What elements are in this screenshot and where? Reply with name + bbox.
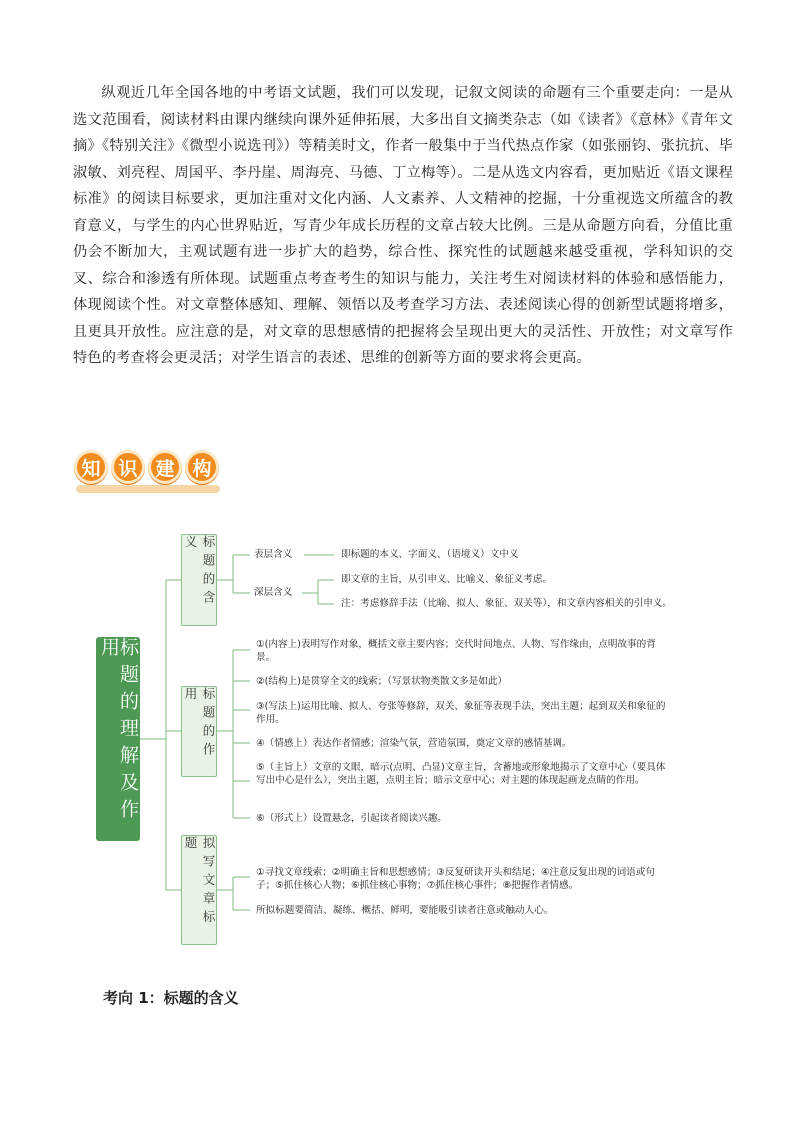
branch-title-meaning: 标题的含义 [181, 534, 217, 626]
section-title: 考向 1：标题的含义 [103, 989, 239, 1007]
branch-write-title: 拟写文章标题 [181, 835, 217, 945]
write-title-item-2: 所拟标题要简洁、凝练、概括、鲜明，要能吸引读者注意或触动人心。 [256, 905, 554, 916]
heading-char-4: 构 [185, 450, 219, 484]
heading-char-1: 知 [74, 450, 108, 484]
surface-meaning-label: 表层含义 [254, 549, 293, 560]
surface-meaning-desc: 即标题的本义、字面义、（语境义）文中义 [341, 549, 519, 560]
function-item-6: ⑥（形式上）设置悬念，引起读者阅读兴趣。 [256, 813, 447, 824]
heading-char-2: 识 [111, 450, 145, 484]
knowledge-construct-heading [74, 450, 222, 496]
deep-meaning-desc-1: 即文章的主旨，从引申义、比喻义、象征义考虑。 [341, 574, 553, 585]
deep-meaning-desc-2: 注：考虑修辞手法（比喻、拟人、象征、双关等），和文章内容相关的引申义。 [341, 598, 672, 609]
write-title-item-1: ①寻找文章线索；②明确主旨和思想感情；③反复研读开头和结尾；④注意反复出现的词语或句子；⑤抓住核心人物；⑥抓住核心事物；⑦抓住核心事件；⑧把握作者情感。 [256, 867, 655, 891]
deep-meaning-label: 深层含义 [254, 587, 293, 598]
function-item-5: ⑤（主旨上）文章的文眼，暗示(点明、凸显)文章主旨，含蓄地或形象地揭示了文章中心（要具体写出中心是什么），突出主题，点明主旨；暗示文章中心；对主题的体现起画龙点睛的作用。 [256, 762, 666, 786]
function-item-1: ①(内容上)表明写作对象，概括文章主要内容；交代时间地点、人物、写作缘由，点明故事的背景。 [256, 639, 656, 663]
function-item-3: ③(写法上)运用比喻、拟人、夸张等修辞，双关、象征等表现手法，突出主题；起到双关和象征的作用。 [256, 701, 666, 725]
branch-title-function: 标题的作用 [181, 686, 217, 777]
heading-char-3: 建 [148, 450, 182, 484]
heading-underline [76, 485, 220, 493]
mindmap-root: 标题的理解及作用 [96, 637, 140, 841]
function-item-2: ②(结构上)是贯穿全文的线索；（写景状物类散文多是如此） [256, 676, 508, 687]
function-item-4: ④（情感上）表达作者情感；渲染气氛，营造氛围，奠定文章的感情基调。 [256, 738, 572, 749]
intro-paragraph: 纵观近几年全国各地的中考语文试题，我们可以发现，记叙文阅读的命题有三个重要走向：一是从选文范围看，阅读材料由课内继续向课外延伸拓展，大多出自文摘类杂志（如《读者》《意林》《青年文摘》《特别关注》《微型小说选刊》）等精美时文，作者一般集中于当代热点作家（如张丽钧、张抗抗、毕淑敏、刘亮程、周国平、李丹崖、周海亮、马德、丁立梅等）。二是从选文内容看，更加贴近《语文课程标准》的阅读目标要求，更加注重对文化内涵、人文素养、人文精神的挖掘，十分重视选文所蕴含的教育意义，与学生的内心世界贴近，写青少年成长历程的文章占较大比例。三是从命题方向看，分值比重仍会不断加大，主观试题有进一步扩大的趋势，综合性、探究性的试题越来越受重视，学科知识的交叉、综合和渗透有所体现。试题重点考查考生的知识与能力，关注考生对阅读材料的体验和感悟能力，体现阅读个性。对文章整体感知、理解、领悟以及考查学习方法、表述阅读心得的创新型试题将增多，且更具开放性。应注意的是，对文章的思想感情的把握将会呈现出更大的灵活性、开放性；对文章写作特色的考查将会更灵活；对学生语言的表述、思维的创新等方面的要求将会更高。 [73, 85, 733, 366]
